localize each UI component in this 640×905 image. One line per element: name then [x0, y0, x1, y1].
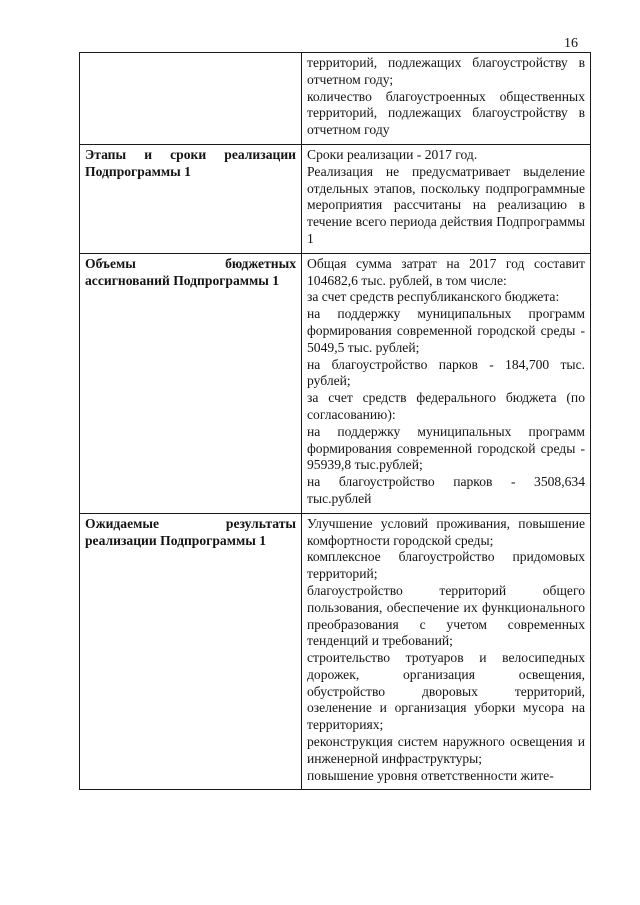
row-label: Объемы бюджетных ассигнований Подпрограммы 1: [80, 253, 302, 513]
row-value: [302, 253, 591, 513]
row-label: Ожидаемые результаты реализации Подпрограммы 1: [80, 513, 302, 790]
row-label: Этапы и сроки реализации Подпрограммы 1: [80, 144, 302, 253]
subprogram-passport-table: [79, 52, 591, 790]
row-value: [302, 53, 591, 145]
table-row-indicators: [80, 53, 591, 145]
page-number: 16: [564, 36, 578, 51]
value-line: Улучшение условий проживания, повышение комфортности городской среды;: [307, 515, 585, 548]
row-value: [302, 513, 591, 790]
value-line: строительство тротуаров и велосипедных дорожек, организация освещения, обустройство дворовых территорий, озеленение и организация уборки мусора на территориях;: [307, 650, 585, 733]
table-row-results: [80, 513, 591, 790]
value-line: за счет средств республиканского бюджета:: [307, 289, 560, 305]
value-line: на поддержку муниципальных программ формирования современной городской среды - 95939,8 тыс.рублей;: [307, 423, 585, 473]
row-label: [80, 53, 302, 145]
value-line: Общая сумма затрат на 2017 год составит 104682,6 тыс. рублей, в том числе:: [307, 255, 585, 288]
value-line: повышение уровня ответственности жите-: [307, 767, 554, 783]
value-line: на благоустройство парков - 184,700 тыс. рублей;: [307, 356, 585, 389]
value-line: Реализация не предусматривает выделение отдельных этапов, поскольку подпрограммные мероприятия рассчитаны на реализацию в течение всего периода действия Подпрограммы 1: [307, 163, 585, 246]
value-line: благоустройство территорий общего пользования, обеспечение их функционального преобразования с учетом современных тенденций и требований;: [307, 582, 585, 649]
value-line: на поддержку муниципальных программ формирования современной городской среды - 5049,5 тыс. рублей;: [307, 306, 585, 355]
value-line: на благоустройство парков - 3508,634 тыс.рублей: [307, 474, 585, 506]
value-line: Сроки реализации - 2017 год.: [307, 146, 478, 162]
value-line: количество благоустроенных общественных территорий, подлежащих благоустройству в отчетном году: [307, 88, 585, 138]
row-value: [302, 144, 591, 253]
value-line: реконструкция систем наружного освещения и инженерной инфраструктуры;: [307, 734, 585, 766]
value-line: комплексное благоустройство придомовых территорий;: [307, 549, 585, 582]
table-row-stages: [80, 144, 591, 253]
value-line: территорий, подлежащих благоустройству в отчетном году;: [307, 55, 585, 87]
value-line: за счет средств федерального бюджета (по согласованию):: [307, 390, 585, 422]
table-row-budget: [80, 253, 591, 513]
